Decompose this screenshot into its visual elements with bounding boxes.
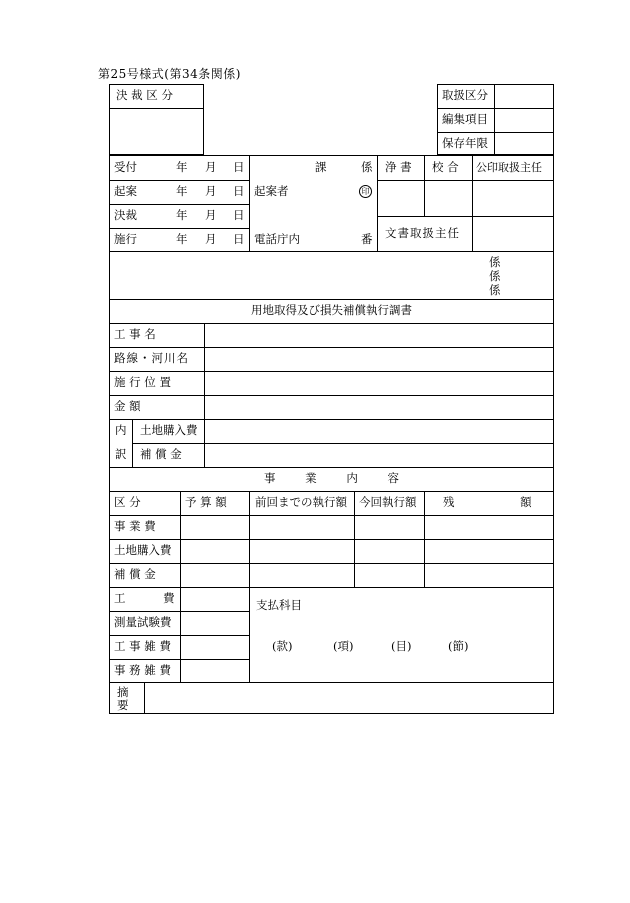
ban-label: 番 — [361, 232, 373, 246]
table-row: 事 業 費 — [114, 519, 156, 533]
jigyo-title: 事 業 内 容 — [264, 471, 399, 485]
hosho-label: 補 償 金 — [140, 447, 182, 461]
ichi-label: 施 行 位 置 — [114, 375, 171, 389]
tekiyo-label: 摘要 — [117, 685, 129, 712]
seal-mark: 印 — [359, 185, 372, 198]
josho-label: 浄 書 — [385, 160, 412, 174]
rosen-label: 路線・河川名 — [114, 351, 189, 365]
kingaku-label: 金 額 — [114, 399, 141, 413]
shiharai-label: 支払科目 — [256, 598, 302, 612]
kan-label: (款) — [272, 639, 293, 653]
approver-label: 係 — [489, 255, 501, 269]
tochi-label: 土地購入費 — [140, 423, 198, 437]
kakari-label: 係 — [361, 160, 373, 174]
table-row: 補 償 金 — [114, 567, 156, 581]
form-title: 第25号様式(第34条関係) — [98, 67, 241, 81]
wake-label: 訳 — [115, 447, 127, 461]
filing-label: 取扱区分 — [442, 88, 488, 102]
koji-label: 工 事 名 — [114, 327, 156, 341]
table-row: 測量試験費 — [114, 615, 172, 629]
approver-label: 係 — [489, 269, 501, 283]
table-row: 事 務 雑 費 — [114, 663, 171, 677]
table-row: 土地購入費 — [114, 543, 172, 557]
kessai-label: 決 裁 区 分 — [116, 88, 173, 102]
uchi-label: 内 — [115, 423, 127, 437]
table-row: 工 費 — [114, 591, 175, 605]
kianja-label: 起案者 — [254, 184, 289, 198]
approver-label: 係 — [489, 283, 501, 297]
moku-label: (目) — [391, 639, 412, 653]
filing-label: 保存年限 — [442, 136, 488, 150]
setsu-label: (節) — [448, 639, 469, 653]
kogo-label: 校 合 — [432, 160, 459, 174]
bunsho-label: 文書取扱主任 — [385, 226, 460, 240]
main-title: 用地取得及び損失補償執行調書 — [251, 303, 412, 317]
ka-label: 課 — [315, 160, 327, 174]
ko-label: (項) — [333, 639, 354, 653]
table-row: 工 事 雑 費 — [114, 639, 171, 653]
koin-label: 公印取扱主任 — [476, 161, 542, 174]
phone-label: 電話庁内 — [254, 232, 300, 246]
filing-label: 編集項目 — [442, 112, 488, 126]
